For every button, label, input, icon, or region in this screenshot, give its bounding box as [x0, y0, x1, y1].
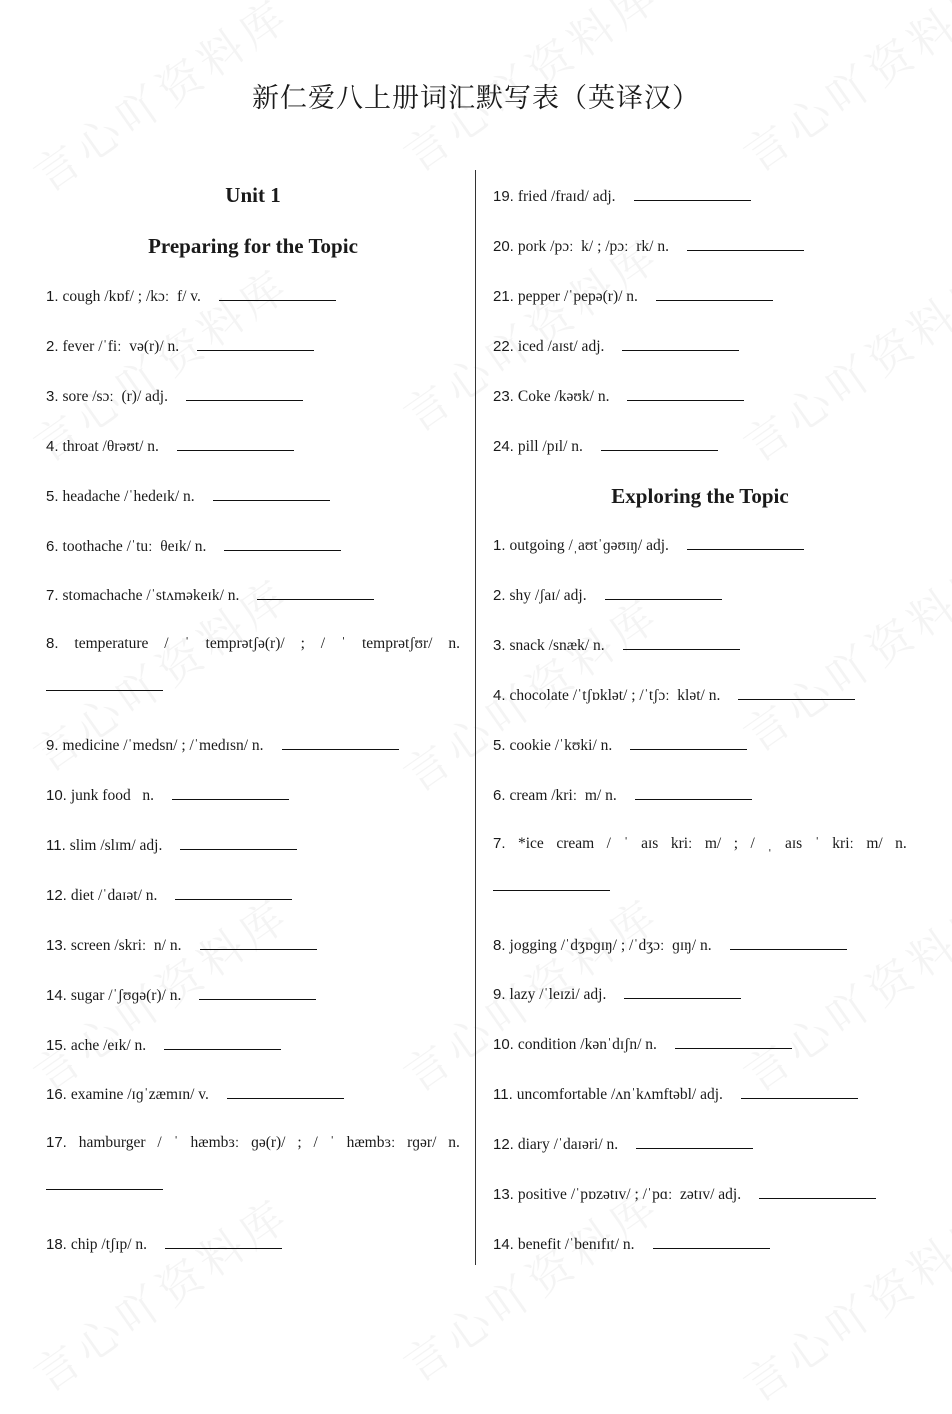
answer-blank[interactable]: [741, 1084, 858, 1099]
item-text-part: aɪs: [641, 834, 659, 852]
item-number: 7.: [46, 587, 59, 605]
item-text: screen /skriː n/ n.: [70, 936, 182, 954]
answer-blank[interactable]: [282, 735, 399, 750]
answer-blank[interactable]: [624, 984, 741, 999]
vocab-item: [493, 236, 804, 256]
vocab-item: [46, 386, 303, 406]
answer-blank[interactable]: [180, 835, 297, 850]
item-number: 3.: [493, 637, 506, 655]
item-text: outgoing /ˌaʊtˈɡəʊɪŋ/ adj.: [509, 537, 669, 555]
item-text-part: ˈ: [329, 1134, 335, 1152]
item-text: sugar /ˈʃʊɡə(r)/ n.: [70, 986, 182, 1004]
item-text-part: ˈ: [173, 1134, 179, 1152]
item-text-part: /: [157, 1134, 162, 1152]
item-text: fried /fraɪd/ adj.: [517, 188, 616, 205]
answer-blank[interactable]: [172, 785, 289, 800]
item-number: 24.: [493, 437, 514, 455]
item-text-part: /: [606, 834, 611, 852]
vocab-item: [493, 1134, 753, 1154]
item-text: medicine /ˈmedsn/ ; /ˈmedɪsn/ n.: [62, 737, 264, 755]
item-number: 2.: [493, 587, 506, 605]
item-text-part: ;: [733, 834, 738, 852]
item-text: lazy /ˈleɪzi/ adj.: [509, 986, 607, 1004]
answer-blank[interactable]: [224, 536, 341, 551]
vocab-item: [46, 286, 336, 306]
item-text-part: n.: [448, 635, 460, 653]
item-text-part: ˈ: [340, 635, 347, 653]
item-text-part: temperature: [74, 635, 149, 653]
item-text: cough /kɒf/ ; /kɔː f/ v.: [62, 288, 201, 305]
vocab-item: [46, 1084, 344, 1104]
item-text-part: /: [164, 635, 169, 653]
answer-blank[interactable]: [730, 935, 847, 950]
vocab-item: [493, 286, 773, 306]
item-number: 12.: [493, 1136, 514, 1154]
item-number: 11.: [493, 1086, 513, 1104]
item-text: benefit /ˈbenɪfɪt/ n.: [517, 1235, 635, 1253]
item-text-part: temprətʃʊr/: [362, 635, 433, 653]
watermark-text: [729, 1190, 952, 1414]
item-text: chip /tʃɪp/ n.: [70, 1236, 148, 1254]
answer-blank[interactable]: [493, 889, 610, 891]
item-text: stomachache /ˈstʌməkeɪk/ n.: [62, 587, 240, 605]
answer-blank[interactable]: [622, 336, 739, 351]
item-text: diary /ˈdaɪəri/ n.: [517, 1136, 619, 1154]
item-text-part: ˈ: [623, 834, 629, 852]
vocab-item: [46, 1234, 282, 1254]
answer-blank[interactable]: [687, 236, 804, 251]
vocab-item: [493, 1184, 876, 1204]
answer-blank[interactable]: [199, 985, 316, 1000]
item-text: cream /kriː m/ n.: [509, 786, 617, 804]
watermark-text: [729, 880, 952, 1104]
item-text: junk food n.: [70, 787, 154, 804]
vocab-item: [493, 735, 747, 755]
vocab-item: [493, 585, 722, 605]
column-divider: [475, 170, 476, 1265]
vocab-item: [46, 935, 317, 955]
vocab-item: [493, 1084, 858, 1104]
answer-blank[interactable]: [257, 585, 374, 600]
vocab-item: [493, 1034, 792, 1054]
vocab-item: [46, 336, 314, 356]
item-text-part: ;: [300, 635, 305, 653]
item-number: 6.: [46, 537, 59, 555]
item-text-part: n.: [895, 834, 907, 852]
answer-blank[interactable]: [197, 336, 314, 351]
item-text: chocolate /ˈtʃɒklət/ ; /ˈtʃɔː klət/ n.: [509, 687, 721, 704]
item-number: 18.: [46, 1236, 67, 1254]
item-text-part: m/: [866, 834, 883, 852]
item-number: 13.: [493, 1186, 514, 1203]
vocab-item: [46, 436, 294, 456]
item-number: 22.: [493, 337, 514, 355]
item-text-part: cream: [556, 834, 595, 852]
item-number: 5.: [46, 487, 59, 505]
item-number: 8.: [493, 936, 506, 954]
answer-blank[interactable]: [175, 885, 292, 900]
answer-blank[interactable]: [200, 935, 317, 950]
vocab-item: [46, 536, 341, 556]
item-text: iced /aɪst/ adj.: [517, 337, 605, 355]
answer-blank[interactable]: [656, 286, 773, 301]
item-number: 4.: [493, 687, 506, 704]
item-number: 4.: [46, 437, 59, 455]
vocab-item: [493, 984, 741, 1004]
section-title-exploring: Exploring the Topic: [611, 484, 789, 508]
item-text-part: /: [313, 1134, 318, 1152]
item-text-part: ˈ: [184, 635, 190, 653]
item-text-part: n.: [448, 1134, 460, 1152]
answer-blank[interactable]: [601, 436, 718, 451]
vocab-item: [493, 336, 739, 356]
item-number: 3.: [46, 387, 59, 405]
item-number: 14.: [46, 986, 67, 1004]
vocab-item: [46, 985, 316, 1005]
item-text: throat /θrəʊt/ n.: [62, 437, 159, 455]
vocab-item: [46, 635, 460, 653]
item-number: 16.: [46, 1086, 67, 1104]
item-number: 17.: [46, 1134, 67, 1152]
answer-blank[interactable]: [46, 1188, 163, 1190]
vocab-item: [493, 835, 907, 853]
item-text: uncomfortable /ʌnˈkʌmftəbl/ adj.: [516, 1086, 723, 1104]
watermark-text: [729, 540, 952, 764]
item-number: 6.: [493, 786, 506, 804]
item-text: sore /sɔː (r)/ adj.: [62, 387, 168, 405]
vocab-item: [493, 535, 804, 555]
unit-title: Unit 1: [225, 183, 281, 207]
answer-blank[interactable]: [675, 1034, 792, 1049]
item-text-part: rɡər/: [407, 1134, 437, 1152]
vocab-item: [46, 785, 289, 805]
item-number: 7.: [493, 834, 506, 852]
item-text: headache /ˈhedeɪk/ n.: [62, 487, 195, 505]
answer-blank[interactable]: [627, 386, 744, 401]
item-text: pepper /ˈpepə(r)/ n.: [517, 287, 638, 305]
item-number: 5.: [493, 736, 506, 754]
vocab-item: [493, 1234, 770, 1254]
item-text-part: *ice: [518, 834, 544, 852]
vocab-item: [46, 885, 292, 905]
vocab-item: [46, 835, 297, 855]
item-number: 9.: [46, 737, 59, 755]
item-text: cookie /ˈkʊki/ n.: [509, 736, 613, 754]
item-text: shy /ʃaɪ/ adj.: [509, 587, 587, 605]
vocab-item: [46, 486, 330, 506]
answer-blank[interactable]: [687, 535, 804, 550]
section-title-preparing: Preparing for the Topic: [148, 234, 358, 258]
item-text: snack /snæk/ n.: [509, 637, 605, 655]
item-text-part: hæmbɜː: [346, 1134, 396, 1152]
item-number: 14.: [493, 1235, 514, 1253]
vocab-item: [493, 635, 740, 655]
answer-blank[interactable]: [605, 585, 722, 600]
item-text: diet /ˈdaɪət/ n.: [70, 886, 158, 904]
item-number: 8.: [46, 635, 59, 653]
vocab-item: [46, 585, 374, 605]
vocab-item: [493, 386, 744, 406]
answer-blank[interactable]: [46, 689, 163, 691]
answer-blank[interactable]: [219, 286, 336, 301]
item-number: 1.: [493, 537, 506, 555]
item-number: 12.: [46, 886, 67, 904]
answer-blank[interactable]: [165, 1234, 282, 1249]
item-number: 19.: [493, 188, 514, 205]
item-text-part: ˈ: [814, 834, 820, 852]
answer-blank[interactable]: [186, 386, 303, 401]
item-number: 13.: [46, 936, 67, 954]
item-text: slim /slɪm/ adj.: [69, 836, 163, 854]
item-text-part: kriː: [670, 834, 693, 852]
page-title: 新仁爱八上册词汇默写表（英译汉）: [252, 83, 700, 114]
item-text-part: aɪs: [784, 834, 803, 852]
item-text: pill /pɪl/ n.: [517, 437, 583, 455]
item-text-part: hæmbɜː: [190, 1134, 240, 1152]
item-number: 23.: [493, 387, 514, 405]
watermark-text: [19, 1180, 301, 1404]
answer-blank[interactable]: [164, 1035, 281, 1050]
item-number: 10.: [46, 787, 67, 804]
vocab-item: [46, 1035, 281, 1055]
vocab-item: [493, 935, 847, 955]
item-text-part: hamburger: [78, 1134, 146, 1152]
item-text: positive /ˈpɒzətɪv/ ; /ˈpɑː zətɪv/ adj.: [517, 1186, 742, 1203]
vocab-item: [493, 436, 718, 456]
item-number: 10.: [493, 1036, 514, 1054]
item-text-part: kriː: [832, 834, 854, 852]
item-text: fever /ˈfiː və(r)/ n.: [62, 337, 180, 355]
watermark-text: [729, 250, 952, 474]
answer-blank[interactable]: [636, 1134, 753, 1149]
item-number: 15.: [46, 1036, 67, 1054]
item-text-part: temprətʃə(r)/: [205, 635, 285, 653]
vocab-item: [493, 785, 752, 805]
item-number: 11.: [46, 836, 66, 854]
answer-blank[interactable]: [213, 486, 330, 501]
answer-blank[interactable]: [653, 1234, 770, 1249]
item-text: jogging /ˈdʒɒɡɪŋ/ ; /ˈdʒɔː ɡɪŋ/ n.: [509, 936, 712, 954]
item-number: 1.: [46, 288, 59, 305]
answer-blank[interactable]: [630, 735, 747, 750]
item-text: ache /eɪk/ n.: [70, 1036, 147, 1054]
item-text-part: ˌ: [767, 834, 773, 852]
item-text: pork /pɔː k/ ; /pɔː rk/ n.: [517, 237, 669, 255]
answer-blank[interactable]: [227, 1084, 344, 1099]
vocab-item: [46, 1134, 460, 1152]
answer-blank[interactable]: [623, 635, 740, 650]
item-number: 2.: [46, 337, 59, 355]
answer-blank[interactable]: [759, 1184, 876, 1199]
item-number: 9.: [493, 986, 506, 1004]
vocab-item: [46, 735, 399, 755]
answer-blank[interactable]: [738, 685, 855, 700]
item-text: toothache /ˈtuː θeɪk/ n.: [62, 537, 207, 555]
item-text-part: ɡə(r)/: [251, 1134, 286, 1152]
vocab-item: [493, 186, 751, 206]
vocab-item: [493, 685, 855, 705]
item-text: examine /ɪɡˈzæmɪn/ v.: [70, 1086, 209, 1104]
answer-blank[interactable]: [635, 785, 752, 800]
item-text: condition /kənˈdɪʃn/ n.: [517, 1036, 657, 1054]
item-text-part: /: [750, 834, 755, 852]
item-number: 20.: [493, 237, 514, 255]
answer-blank[interactable]: [634, 186, 751, 201]
item-number: 21.: [493, 287, 514, 305]
item-text-part: m/: [704, 834, 722, 852]
answer-blank[interactable]: [177, 436, 294, 451]
item-text: Coke /kəʊk/ n.: [517, 387, 610, 405]
item-text-part: ;: [297, 1134, 302, 1152]
item-text-part: /: [320, 635, 326, 653]
